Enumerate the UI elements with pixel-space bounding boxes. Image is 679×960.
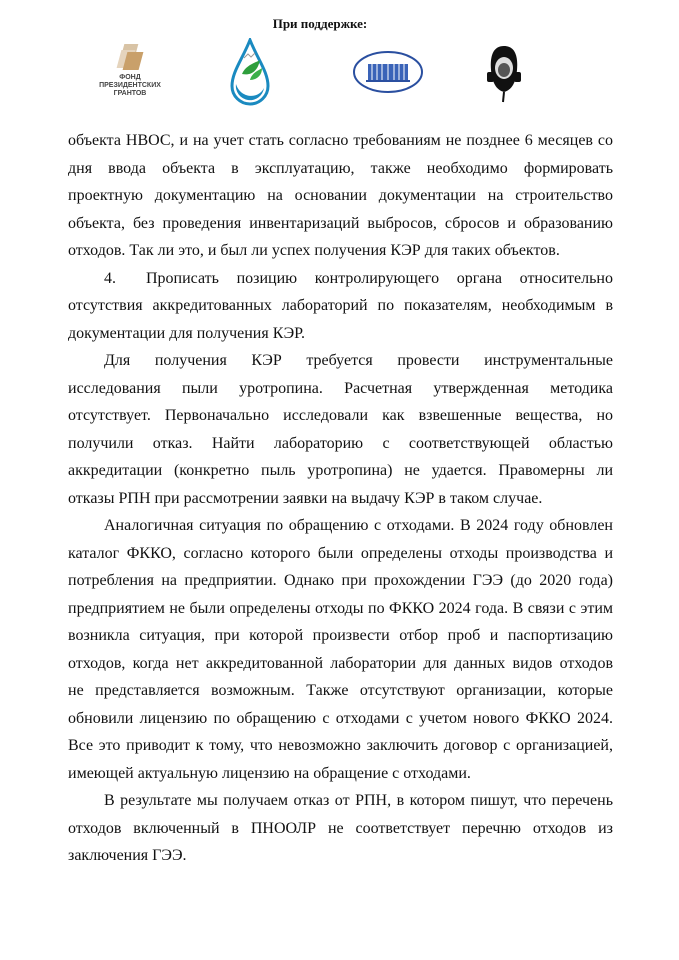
- text-line: не представляется возможным. Также отсутствуют организации, которые: [68, 682, 613, 699]
- logo-text: ПРЕЗИДЕНТСКИХ: [99, 82, 161, 89]
- item-text: Прописать позицию контролирующего органа относительно: [146, 269, 613, 287]
- numbered-item-4: [68, 265, 613, 348]
- text-line: отходов, когда нет аккредитованной лаборатории для данных видов отходов: [68, 654, 613, 672]
- text-line: объекта, без проведения инвентаризаций выбросов, сбросов и образованию: [68, 214, 613, 232]
- text-line: потребления на предприятии. Однако при прохождении ГЭЭ (до 2020 года): [68, 572, 613, 589]
- text-line: каталог ФККО, согласно которого были определены отходы производства и: [68, 544, 613, 562]
- text-line: имеющей актуальную лицензию на обращение с отходами.: [68, 764, 471, 782]
- text-line: отсутствует. Первоначально исследовали как взвешенные вещества, но: [68, 407, 613, 424]
- text-line: заключения ГЭЭ.: [68, 847, 187, 864]
- text-line: аккредитации (конкретно пыль уротропина) не удается. Правомерны ли: [68, 462, 613, 479]
- paragraph-continuation: [68, 127, 613, 265]
- text-line: объекта НВОС, и на учет стать согласно требованиям не позднее 6 месяцев со: [68, 132, 613, 149]
- text-line: отказы РПН при рассмотрении заявки на выдачу КЭР в таком случае.: [68, 489, 543, 507]
- text-line: Для получения КЭР требуется провести инструментальные: [104, 352, 613, 369]
- text-line: Все это приводит к тому, что невозможно заключить договор с организацией,: [68, 737, 613, 754]
- text-line: В результате мы получаем отказ от РПН, в котором пишут, что перечень: [104, 792, 613, 809]
- item-number: 4.: [104, 269, 116, 287]
- logo-text: ГРАНТОВ: [113, 90, 147, 97]
- paragraph-waste: [68, 512, 613, 787]
- text-line: Аналогичная ситуация по обращению с отходами. В 2024 году обновлен: [104, 517, 613, 534]
- text-line: документации для получения КЭР.: [68, 324, 306, 342]
- paragraph-dust: [68, 347, 613, 512]
- text-line: предприятием не были определены отходы по ФККО 2024 года. В связи с этим: [68, 599, 613, 617]
- paragraph-result: [68, 787, 613, 870]
- text-line: исследования пыли уротропина. Расчетная утвержденная методика: [68, 379, 613, 397]
- presidential-grants-fund-logo: [92, 44, 168, 98]
- text-line: возникла ситуация, при которой произвести отбор проб и паспортизацию: [68, 627, 613, 644]
- text-line: дня ввода объекта в эксплуатацию, также необходимо формировать: [68, 159, 613, 177]
- public-chamber-logo-icon: [352, 50, 424, 94]
- support-heading: При поддержке:: [272, 16, 368, 31]
- text-line: отходов. Так ли это, и был ли успех получения КЭР для таких объектов.: [68, 242, 560, 259]
- text-line: [68, 265, 613, 293]
- text-line: отходов включенный в ПНООЛР не соответствует перечню отходов из: [68, 819, 613, 837]
- fund-mark-icon: [117, 44, 143, 70]
- text-line: проектную документацию на основании документации на строительство: [68, 187, 613, 204]
- text-line: обновили лицензию по обращению с отходами с учетом нового ФККО 2024.: [68, 709, 613, 727]
- document-body: [68, 127, 613, 870]
- text-line: получили отказ. Найти лабораторию с соответствующей областью: [68, 434, 613, 452]
- logo-text: ФОНД: [119, 74, 141, 81]
- water-drop-logo-icon: [228, 38, 272, 110]
- gas-mask-logo-icon: [486, 42, 522, 104]
- text-line: отсутствия аккредитованных лабораторий по показателям, необходимым в: [68, 297, 613, 314]
